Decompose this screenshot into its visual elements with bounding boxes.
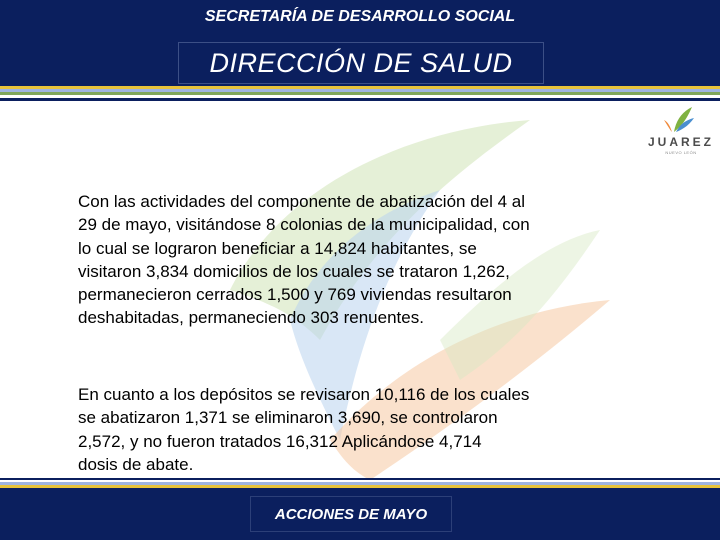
logo-tagline: NUEVO LEÓN <box>665 150 697 155</box>
title-box <box>178 42 544 84</box>
juarez-logo <box>646 104 716 164</box>
paragraph-depositos: En cuanto a los depósitos se revisaron 10,116 de los cuales se abatizaron 1,371 se eliminaron 3,690, se controlaron 2,572, y no fueron tratados 16,312 Aplicándose 4,714 dosis de abate. <box>78 385 530 474</box>
header-stripes <box>0 86 720 101</box>
page-title: DIRECCIÓN DE SALUD <box>209 47 513 78</box>
logo-wordmark: JUAREZ <box>647 135 714 149</box>
paragraph-abatizacion: Con las actividades del componente de abatización del 4 al 29 de mayo, visitándose 8 colonias de la municipalidad, con lo cual se lograron beneficiar a 14,824 habitantes, se visitaron 3,834 domicilios de los cuales se trataron 1,262, permanecieron cerrados 1,500 y 769 viviendas resultaron deshabitadas, permaneciendo 303 renuentes. <box>78 192 530 328</box>
footer-box <box>250 496 452 532</box>
leaf-icon <box>646 104 716 134</box>
footer-stripes <box>0 478 720 488</box>
footer-label: ACCIONES DE MAYO <box>274 505 428 523</box>
header-subtitle: SECRETARÍA DE DESARROLLO SOCIAL <box>204 8 516 25</box>
